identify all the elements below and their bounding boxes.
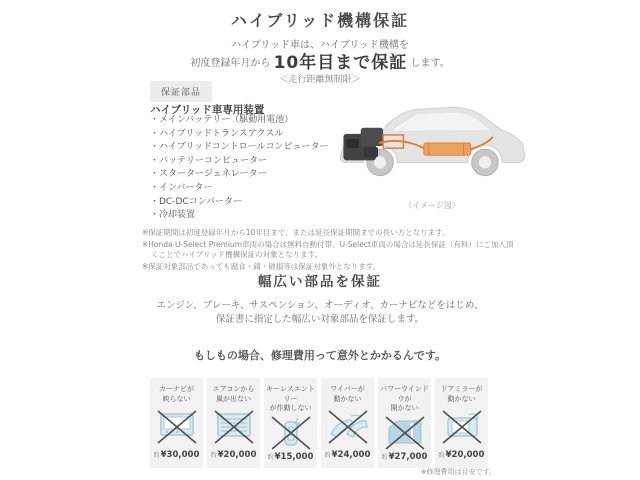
image-caption: （イメージ図） — [404, 201, 460, 210]
repair-cost-footnote: ※修理費用は目安です。 — [420, 468, 496, 476]
card-label: エアコンから 風が出ない — [212, 385, 255, 403]
repair-cost-card — [378, 378, 431, 468]
intro-suffix: します。 — [410, 58, 450, 69]
repair-price: 約¥20,000 — [438, 450, 485, 460]
wide-coverage-line1: エンジン、ブレーキ、サスペンション、オーディオ、カーナビなどをはじめ、 — [156, 300, 484, 311]
list-item: ・ハイブリッドコントロールコンピューター — [150, 142, 329, 153]
keyless-remote-icon — [268, 414, 314, 452]
repair-cost-card — [207, 378, 260, 468]
wiper-icon — [325, 408, 371, 446]
list-item: ・メインバッテリー（駆動用電池） — [150, 115, 294, 125]
note-line: ※保証対象部品であっても腐食・錆・破損等は保証対象外となります。 — [142, 261, 381, 271]
repair-cost-cards — [150, 378, 488, 468]
car-illustration-area — [330, 84, 534, 211]
list-item: ・バッテリーコンピューター — [150, 155, 268, 166]
repair-cost-lead: もしもの場合、修理費用って意外とかかるんです。 — [193, 349, 447, 362]
parts-list-heading: ハイブリッド車専用装置 — [150, 104, 265, 116]
note-line: ※Honda U-Select Premium車両の場合は無料自動付帯、U-Select車両の場合は延長保証（有料）にご加入頂くことでハイブリッド機構保証の対象となります。 — [142, 239, 514, 260]
note-line: ※保証期間は初度登録年月から10年目まで、または延長保証期間までの長い方となります。 — [142, 228, 450, 237]
wide-coverage-line2: 保証書に指定した幅広い対象部品を保証します。 — [215, 314, 425, 325]
list-item: ・冷却装置 — [150, 210, 196, 221]
card-label: カーナビが 映らない — [159, 385, 194, 403]
list-item: ・DC-DCコンバーター — [150, 196, 243, 207]
card-label: パワーウインドウが 開かない — [380, 385, 429, 412]
repair-cost-card — [321, 378, 374, 468]
repair-cost-card — [435, 378, 488, 468]
repair-price: 約¥30,000 — [153, 450, 200, 460]
hybrid-car-illustration — [330, 84, 534, 196]
repair-price: 約¥20,000 — [210, 450, 257, 460]
door-mirror-icon — [439, 408, 485, 446]
card-label: ワイパーが 動かない — [330, 385, 365, 403]
page-title: ハイブリッド機構保証 — [230, 11, 410, 30]
repair-price: 約¥15,000 — [267, 451, 314, 462]
car-navi-icon — [154, 408, 200, 446]
warranty-period-emphasis: 10年目まで保証 — [273, 53, 408, 73]
list-item: ・スタータージェネレーター — [150, 169, 267, 180]
intro-line1: ハイブリッド車は、ハイブリッド機構を — [231, 40, 409, 51]
repair-cost-card — [150, 378, 203, 468]
card-label: キーレスエントリー が作動しない — [266, 385, 315, 412]
repair-price: 約¥24,000 — [324, 450, 371, 460]
wide-coverage-title: 幅広い部品を保証 — [258, 274, 382, 290]
list-item: ・インバーター — [150, 182, 213, 193]
intro-prefix: 初度登録年月から — [190, 58, 271, 69]
warranty-parts-badge: 保証部品 — [150, 81, 212, 102]
air-conditioner-icon — [211, 408, 257, 446]
intro-line2 — [0, 48, 640, 73]
mileage-note: ＜走行距離無制限＞ — [279, 75, 361, 85]
warranty-notes — [142, 228, 514, 273]
repair-price: 約¥27,000 — [381, 451, 428, 462]
repair-cost-card — [264, 378, 317, 468]
warranty-parts-list — [150, 114, 328, 223]
power-window-icon — [382, 414, 428, 452]
card-label: ドアミラーが 動かない — [440, 385, 483, 403]
list-item: ・ハイブリッドトランスアクスル — [150, 128, 284, 139]
